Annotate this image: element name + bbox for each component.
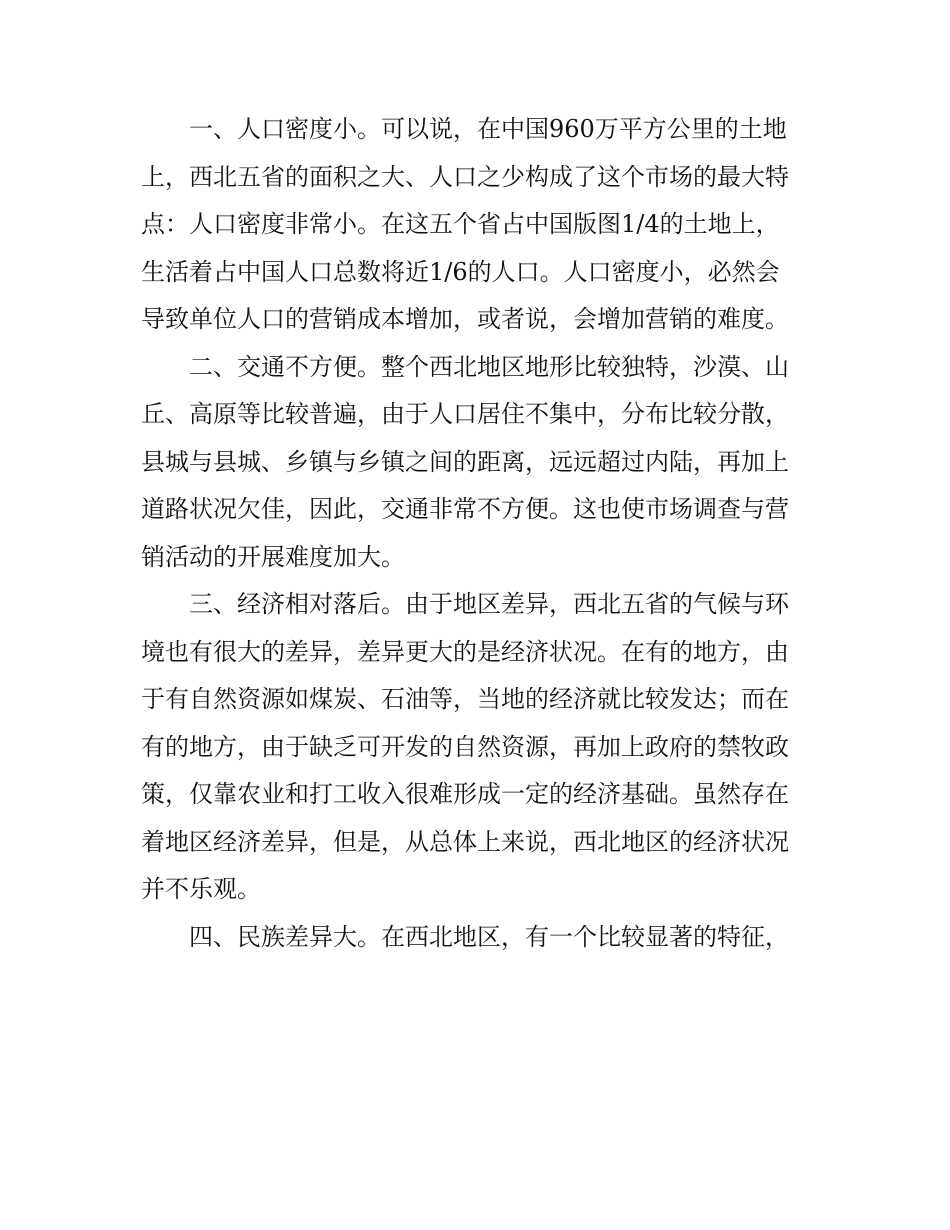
paragraph-economy xyxy=(141,581,813,914)
text-line: 上，西北五省的面积之大、人口之少构成了这个市场的最大特 xyxy=(141,162,789,191)
paragraph-transportation xyxy=(141,344,813,582)
text-line: 丘、高原等比较普遍，由于人口居住不集中，分布比较分散， xyxy=(141,400,789,428)
text-line: 策，仅靠农业和打工收入很难形成一定的经济基础。虽然存在 xyxy=(141,780,789,808)
text-line: 道路状况欠佳，因此，交通非常不方便。这也使市场调查与营 xyxy=(141,495,789,523)
paragraph-ethnic-diversity xyxy=(141,914,813,962)
text-line: 县城与县城、乡镇与乡镇之间的距离，远远超过内陆，再加上 xyxy=(141,447,789,476)
text-line: 于有自然资源如煤炭、石油等，当地的经济就比较发达；而在 xyxy=(141,685,789,713)
text-line: 境也有很大的差异，差异更大的是经济状况。在有的地方，由 xyxy=(141,637,789,666)
text-line: 一、人口密度小。可以说，在中国960万平方公里的土地 xyxy=(189,115,787,143)
text-line: 并不乐观。 xyxy=(141,875,261,903)
document-body xyxy=(141,106,813,961)
text-line: 销活动的开展难度加大。 xyxy=(141,542,405,571)
text-line: 有的地方，由于缺乏可开发的自然资源，再加上政府的禁牧政 xyxy=(141,732,789,761)
text-line: 二、交通不方便。整个西北地区地形比较独特，沙漠、山 xyxy=(189,352,789,381)
text-line: 着地区经济差异，但是，从总体上来说，西北地区的经济状况 xyxy=(141,827,789,856)
text-line: 导致单位人口的营销成本增加，或者说，会增加营销的难度。 xyxy=(141,305,789,333)
text-line: 四、民族差异大。在西北地区，有一个比较显著的特征， xyxy=(189,922,789,951)
text-line: 三、经济相对落后。由于地区差异，西北五省的气候与环 xyxy=(189,590,789,618)
text-line: 点：人口密度非常小。在这五个省占中国版图1/4的土地上， xyxy=(141,210,780,238)
paragraph-population-density xyxy=(141,106,813,344)
text-line: 生活着占中国人口总数将近1/6的人口。人口密度小，必然会 xyxy=(141,257,780,286)
